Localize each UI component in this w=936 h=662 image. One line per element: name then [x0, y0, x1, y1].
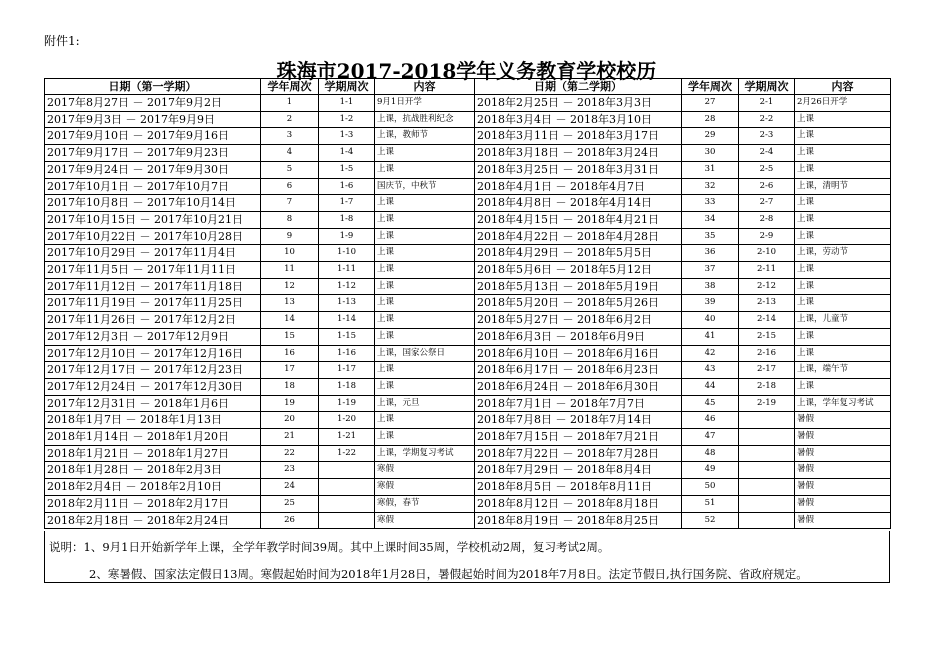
date-term1-cell: 2017年8月27日 － 2017年9月2日 — [45, 95, 261, 112]
term-week-1-cell: 1-3 — [319, 128, 375, 145]
content-1-cell: 上课 — [375, 262, 475, 279]
table-row — [45, 462, 891, 479]
term-week-1-cell: 1-12 — [319, 278, 375, 295]
date-term1-cell: 2018年1月7日 － 2018年1月13日 — [45, 412, 261, 429]
year-week-1-cell: 12 — [261, 278, 319, 295]
header-term-week-1: 学期周次 — [319, 79, 375, 95]
content-1-cell: 上课，国家公祭日 — [375, 345, 475, 362]
date-term2-cell: 2018年6月3日 － 2018年6月9日 — [475, 328, 682, 345]
date-term2-cell: 2018年6月10日 － 2018年6月16日 — [475, 345, 682, 362]
date-term1-cell: 2018年2月11日 － 2018年2月17日 — [45, 495, 261, 512]
content-1-cell: 上课 — [375, 328, 475, 345]
content-1-cell: 寒假 — [375, 512, 475, 529]
date-term2-cell: 2018年4月29日 － 2018年5月5日 — [475, 245, 682, 262]
table-row — [45, 445, 891, 462]
term-week-2-cell: 2-10 — [739, 245, 795, 262]
content-2-cell: 上课 — [795, 195, 891, 212]
date-term2-cell: 2018年7月15日 － 2018年7月21日 — [475, 429, 682, 446]
year-week-2-cell: 45 — [682, 395, 739, 412]
date-term1-cell: 2017年11月19日 － 2017年11月25日 — [45, 295, 261, 312]
year-week-2-cell: 39 — [682, 295, 739, 312]
date-term1-cell: 2017年10月8日 － 2017年10月14日 — [45, 195, 261, 212]
table-row — [45, 128, 891, 145]
date-term1-cell: 2018年1月28日 － 2018年2月3日 — [45, 462, 261, 479]
term-week-1-cell — [319, 512, 375, 529]
header-content-1: 内容 — [375, 79, 475, 95]
term-week-1-cell: 1-1 — [319, 95, 375, 112]
content-2-cell: 暑假 — [795, 495, 891, 512]
date-term2-cell: 2018年7月8日 － 2018年7月14日 — [475, 412, 682, 429]
year-week-1-cell: 5 — [261, 161, 319, 178]
term-week-1-cell: 1-10 — [319, 245, 375, 262]
date-term2-cell: 2018年6月17日 － 2018年6月23日 — [475, 362, 682, 379]
year-week-2-cell: 49 — [682, 462, 739, 479]
date-term2-cell: 2018年5月13日 － 2018年5月19日 — [475, 278, 682, 295]
content-2-cell: 上课，端午节 — [795, 362, 891, 379]
term-week-1-cell — [319, 479, 375, 496]
date-term2-cell: 2018年8月5日 － 2018年8月11日 — [475, 479, 682, 496]
content-2-cell: 上课，清明节 — [795, 178, 891, 195]
table-row — [45, 395, 891, 412]
date-term1-cell: 2018年1月21日 － 2018年1月27日 — [45, 445, 261, 462]
date-term2-cell: 2018年6月24日 － 2018年6月30日 — [475, 378, 682, 395]
term-week-1-cell — [319, 495, 375, 512]
term-week-1-cell — [319, 462, 375, 479]
table-row — [45, 412, 891, 429]
year-week-1-cell: 11 — [261, 262, 319, 279]
date-term2-cell: 2018年4月22日 － 2018年4月28日 — [475, 228, 682, 245]
header-year-week-2: 学年周次 — [682, 79, 739, 95]
year-week-2-cell: 28 — [682, 111, 739, 128]
content-2-cell: 暑假 — [795, 445, 891, 462]
table-row — [45, 295, 891, 312]
year-week-2-cell: 51 — [682, 495, 739, 512]
date-term1-cell: 2017年11月5日 － 2017年11月11日 — [45, 262, 261, 279]
year-week-2-cell: 43 — [682, 362, 739, 379]
year-week-2-cell: 42 — [682, 345, 739, 362]
date-term2-cell: 2018年8月19日 － 2018年8月25日 — [475, 512, 682, 529]
term-week-1-cell: 1-15 — [319, 328, 375, 345]
year-week-1-cell: 22 — [261, 445, 319, 462]
content-2-cell: 上课 — [795, 228, 891, 245]
content-2-cell: 暑假 — [795, 512, 891, 529]
year-week-2-cell: 32 — [682, 178, 739, 195]
content-1-cell: 寒假 — [375, 462, 475, 479]
date-term2-cell: 2018年7月29日 － 2018年8月4日 — [475, 462, 682, 479]
date-term2-cell: 2018年5月20日 － 2018年5月26日 — [475, 295, 682, 312]
content-1-cell: 国庆节，中秋节 — [375, 178, 475, 195]
table-row — [45, 495, 891, 512]
term-week-1-cell: 1-11 — [319, 262, 375, 279]
table-row — [45, 479, 891, 496]
date-term2-cell: 2018年7月1日 － 2018年7月7日 — [475, 395, 682, 412]
term-week-1-cell: 1-17 — [319, 362, 375, 379]
table-row — [45, 95, 891, 112]
term-week-1-cell: 1-7 — [319, 195, 375, 212]
content-1-cell: 9月1日开学 — [375, 95, 475, 112]
year-week-1-cell: 19 — [261, 395, 319, 412]
date-term1-cell: 2017年9月24日 － 2017年9月30日 — [45, 161, 261, 178]
year-week-2-cell: 33 — [682, 195, 739, 212]
content-1-cell: 上课，抗战胜利纪念 — [375, 111, 475, 128]
term-week-1-cell: 1-19 — [319, 395, 375, 412]
content-1-cell: 上课，学期复习考试 — [375, 445, 475, 462]
year-week-2-cell: 35 — [682, 228, 739, 245]
year-week-1-cell: 13 — [261, 295, 319, 312]
notes-box — [44, 531, 890, 583]
date-term1-cell: 2017年10月1日 － 2017年10月7日 — [45, 178, 261, 195]
term-week-2-cell: 2-16 — [739, 345, 795, 362]
content-2-cell: 上课 — [795, 378, 891, 395]
year-week-2-cell: 30 — [682, 145, 739, 162]
term-week-2-cell — [739, 445, 795, 462]
content-2-cell: 上课 — [795, 278, 891, 295]
year-week-2-cell: 31 — [682, 161, 739, 178]
table-row — [45, 228, 891, 245]
year-week-2-cell: 52 — [682, 512, 739, 529]
term-week-1-cell: 1-6 — [319, 178, 375, 195]
year-week-1-cell: 7 — [261, 195, 319, 212]
content-2-cell: 上课 — [795, 345, 891, 362]
date-term2-cell: 2018年8月12日 － 2018年8月18日 — [475, 495, 682, 512]
year-week-2-cell: 47 — [682, 429, 739, 446]
year-week-2-cell: 34 — [682, 211, 739, 228]
table-row — [45, 145, 891, 162]
content-2-cell: 上课 — [795, 328, 891, 345]
year-week-1-cell: 23 — [261, 462, 319, 479]
date-term1-cell: 2017年9月17日 － 2017年9月23日 — [45, 145, 261, 162]
school-calendar-table — [44, 78, 891, 529]
year-week-2-cell: 37 — [682, 262, 739, 279]
term-week-2-cell: 2-15 — [739, 328, 795, 345]
table-row — [45, 312, 891, 329]
content-1-cell: 上课 — [375, 412, 475, 429]
content-2-cell: 上课，学年复习考试 — [795, 395, 891, 412]
content-2-cell: 2月26日开学 — [795, 95, 891, 112]
term-week-2-cell: 2-11 — [739, 262, 795, 279]
table-row — [45, 161, 891, 178]
content-1-cell: 上课 — [375, 429, 475, 446]
year-week-1-cell: 4 — [261, 145, 319, 162]
date-term1-cell: 2017年11月26日 － 2017年12月2日 — [45, 312, 261, 329]
date-term1-cell: 2017年12月17日 － 2017年12月23日 — [45, 362, 261, 379]
year-week-1-cell: 25 — [261, 495, 319, 512]
term-week-2-cell: 2-7 — [739, 195, 795, 212]
term-week-2-cell: 2-17 — [739, 362, 795, 379]
content-1-cell: 上课 — [375, 228, 475, 245]
header-content-2: 内容 — [795, 79, 891, 95]
term-week-2-cell: 2-19 — [739, 395, 795, 412]
term-week-2-cell — [739, 429, 795, 446]
content-1-cell: 上课 — [375, 312, 475, 329]
content-2-cell: 上课 — [795, 161, 891, 178]
term-week-2-cell: 2-1 — [739, 95, 795, 112]
year-week-1-cell: 6 — [261, 178, 319, 195]
term-week-1-cell: 1-2 — [319, 111, 375, 128]
content-2-cell: 暑假 — [795, 429, 891, 446]
content-1-cell: 上课 — [375, 378, 475, 395]
content-1-cell: 上课 — [375, 295, 475, 312]
year-week-1-cell: 21 — [261, 429, 319, 446]
term-week-2-cell: 2-8 — [739, 211, 795, 228]
content-2-cell: 上课 — [795, 295, 891, 312]
date-term2-cell: 2018年5月27日 － 2018年6月2日 — [475, 312, 682, 329]
term-week-2-cell: 2-18 — [739, 378, 795, 395]
date-term2-cell: 2018年3月18日 － 2018年3月24日 — [475, 145, 682, 162]
content-1-cell: 寒假 — [375, 479, 475, 496]
date-term1-cell: 2017年9月10日 － 2017年9月16日 — [45, 128, 261, 145]
term-week-1-cell: 1-16 — [319, 345, 375, 362]
year-week-2-cell: 29 — [682, 128, 739, 145]
year-week-1-cell: 1 — [261, 95, 319, 112]
term-week-1-cell: 1-21 — [319, 429, 375, 446]
content-1-cell: 上课 — [375, 145, 475, 162]
date-term1-cell: 2017年10月22日 － 2017年10月28日 — [45, 228, 261, 245]
term-week-1-cell: 1-5 — [319, 161, 375, 178]
date-term1-cell: 2017年12月3日 － 2017年12月9日 — [45, 328, 261, 345]
term-week-2-cell: 2-9 — [739, 228, 795, 245]
content-1-cell: 上课，元旦 — [375, 395, 475, 412]
term-week-2-cell: 2-5 — [739, 161, 795, 178]
term-week-2-cell: 2-2 — [739, 111, 795, 128]
attachment-label: 附件1: — [44, 34, 80, 48]
header-term-week-2: 学期周次 — [739, 79, 795, 95]
date-term1-cell: 2018年2月18日 － 2018年2月24日 — [45, 512, 261, 529]
content-1-cell: 上课 — [375, 245, 475, 262]
date-term1-cell: 2017年11月12日 － 2017年11月18日 — [45, 278, 261, 295]
year-week-1-cell: 2 — [261, 111, 319, 128]
header-date-term1: 日期（第一学期） — [45, 79, 261, 95]
term-week-2-cell: 2-14 — [739, 312, 795, 329]
content-2-cell: 暑假 — [795, 479, 891, 496]
year-week-1-cell: 10 — [261, 245, 319, 262]
date-term2-cell: 2018年3月11日 － 2018年3月17日 — [475, 128, 682, 145]
year-week-2-cell: 44 — [682, 378, 739, 395]
note-line-1: 说明：1、9月1日开始新学年上课，全学年教学时间39周。其中上课时间35周，学校机动2周，复习考试2周。 — [49, 540, 610, 554]
term-week-2-cell: 2-12 — [739, 278, 795, 295]
year-week-1-cell: 16 — [261, 345, 319, 362]
date-term2-cell: 2018年4月1日 － 2018年4月7日 — [475, 178, 682, 195]
table-row — [45, 111, 891, 128]
date-term1-cell: 2017年10月15日 － 2017年10月21日 — [45, 211, 261, 228]
table-row — [45, 362, 891, 379]
date-term2-cell: 2018年3月4日 － 2018年3月10日 — [475, 111, 682, 128]
term-week-2-cell: 2-6 — [739, 178, 795, 195]
table-row — [45, 245, 891, 262]
year-week-1-cell: 24 — [261, 479, 319, 496]
content-1-cell: 上课，教师节 — [375, 128, 475, 145]
content-1-cell: 上课 — [375, 362, 475, 379]
term-week-2-cell — [739, 462, 795, 479]
table-row — [45, 378, 891, 395]
date-term2-cell: 2018年5月6日 － 2018年5月12日 — [475, 262, 682, 279]
term-week-1-cell: 1-22 — [319, 445, 375, 462]
term-week-1-cell: 1-13 — [319, 295, 375, 312]
content-1-cell: 寒假，春节 — [375, 495, 475, 512]
date-term1-cell: 2017年12月24日 － 2017年12月30日 — [45, 378, 261, 395]
year-week-1-cell: 3 — [261, 128, 319, 145]
table-row — [45, 278, 891, 295]
date-term2-cell: 2018年4月15日 － 2018年4月21日 — [475, 211, 682, 228]
term-week-1-cell: 1-20 — [319, 412, 375, 429]
year-week-2-cell: 36 — [682, 245, 739, 262]
calendar-body — [45, 95, 891, 529]
term-week-2-cell — [739, 512, 795, 529]
year-week-2-cell: 38 — [682, 278, 739, 295]
year-week-2-cell: 48 — [682, 445, 739, 462]
term-week-2-cell: 2-4 — [739, 145, 795, 162]
content-2-cell: 上课 — [795, 128, 891, 145]
note-line-2: 2、寒暑假、国家法定假日13周。寒假起始时间为2018年1月28日，暑假起始时间为2018年7月8日。法定节假日,执行国务院、省政府规定。 — [89, 567, 808, 581]
term-week-2-cell — [739, 412, 795, 429]
term-week-1-cell: 1-4 — [319, 145, 375, 162]
content-1-cell: 上课 — [375, 161, 475, 178]
date-term1-cell: 2017年10月29日 － 2017年11月4日 — [45, 245, 261, 262]
content-2-cell: 暑假 — [795, 462, 891, 479]
date-term1-cell: 2018年1月14日 － 2018年1月20日 — [45, 429, 261, 446]
content-2-cell: 上课，儿童节 — [795, 312, 891, 329]
year-week-1-cell: 9 — [261, 228, 319, 245]
content-1-cell: 上课 — [375, 211, 475, 228]
content-2-cell: 暑假 — [795, 412, 891, 429]
year-week-2-cell: 46 — [682, 412, 739, 429]
term-week-2-cell: 2-3 — [739, 128, 795, 145]
table-row — [45, 178, 891, 195]
header-row — [45, 79, 891, 95]
year-week-1-cell: 8 — [261, 211, 319, 228]
table-row — [45, 512, 891, 529]
table-row — [45, 345, 891, 362]
table-row — [45, 328, 891, 345]
date-term2-cell: 2018年4月8日 － 2018年4月14日 — [475, 195, 682, 212]
table-row — [45, 429, 891, 446]
date-term1-cell: 2017年9月3日 － 2017年9月9日 — [45, 111, 261, 128]
page-title: 珠海市2017-2018学年义务教育学校校历 — [276, 59, 657, 83]
date-term1-cell: 2017年12月10日 － 2017年12月16日 — [45, 345, 261, 362]
term-week-1-cell: 1-14 — [319, 312, 375, 329]
term-week-1-cell: 1-9 — [319, 228, 375, 245]
content-2-cell: 上课 — [795, 262, 891, 279]
header-year-week-1: 学年周次 — [261, 79, 319, 95]
content-1-cell: 上课 — [375, 195, 475, 212]
year-week-1-cell: 14 — [261, 312, 319, 329]
content-2-cell: 上课，劳动节 — [795, 245, 891, 262]
year-week-2-cell: 27 — [682, 95, 739, 112]
year-week-1-cell: 26 — [261, 512, 319, 529]
date-term1-cell: 2018年2月4日 － 2018年2月10日 — [45, 479, 261, 496]
date-term1-cell: 2017年12月31日 － 2018年1月6日 — [45, 395, 261, 412]
content-2-cell: 上课 — [795, 211, 891, 228]
year-week-2-cell: 41 — [682, 328, 739, 345]
content-2-cell: 上课 — [795, 111, 891, 128]
term-week-1-cell: 1-8 — [319, 211, 375, 228]
date-term2-cell: 2018年3月25日 － 2018年3月31日 — [475, 161, 682, 178]
table-row — [45, 262, 891, 279]
header-date-term2: 日期（第二学期） — [475, 79, 682, 95]
date-term2-cell: 2018年7月22日 － 2018年7月28日 — [475, 445, 682, 462]
year-week-2-cell: 50 — [682, 479, 739, 496]
content-1-cell: 上课 — [375, 278, 475, 295]
year-week-1-cell: 15 — [261, 328, 319, 345]
year-week-1-cell: 20 — [261, 412, 319, 429]
term-week-2-cell — [739, 479, 795, 496]
term-week-1-cell: 1-18 — [319, 378, 375, 395]
term-week-2-cell: 2-13 — [739, 295, 795, 312]
date-term2-cell: 2018年2月25日 － 2018年3月3日 — [475, 95, 682, 112]
term-week-2-cell — [739, 495, 795, 512]
table-row — [45, 195, 891, 212]
year-week-1-cell: 18 — [261, 378, 319, 395]
year-week-1-cell: 17 — [261, 362, 319, 379]
content-2-cell: 上课 — [795, 145, 891, 162]
table-row — [45, 211, 891, 228]
year-week-2-cell: 40 — [682, 312, 739, 329]
